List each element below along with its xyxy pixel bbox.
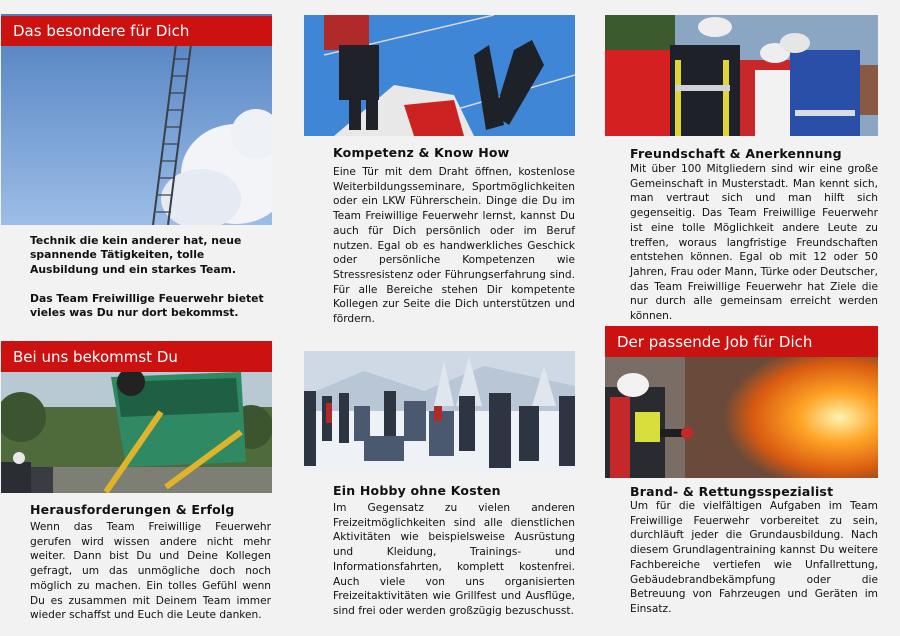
intro-text <box>30 234 270 335</box>
banner-title: Bei uns bekommst Du <box>13 347 178 366</box>
photo-winter-group <box>304 351 575 472</box>
body-kompetenz: Eine Tür mit dem Draht öffnen, kostenlose Weiterbildungsseminare, Sportmöglichkeiten oder ein LKW Führerschein. Dinge die Du im Team Freiwillige Feuerwehr lernst, kannst Du auch für Dich persönlich oder im Beruf nutzen. Egal ob es handwerkliches Geschick oder persönliche Kompetenzen wie Stressresistenz oder Führungserfahrung sind. Für alle Bereiche stehen Dir kompetente Kollegen zur Seite die Dich unterstützen und fördern. <box>333 166 575 326</box>
body-brand-rettung: Um für die vielfältigen Aufgaben im Team Freiwillige Feuerwehr vorbereitet zu sein, durchläuft jeder die Grundausbildung. Nach diesem Grundlagentraining kannst Du weitere Fachbereiche vertiefen wie Unfallrettung, Gebäudebrandbekämpfung oder die Betreuung von Fahrzeugen und Geräten im Einsatz. <box>630 500 878 615</box>
body-hobby: Im Gegensatz zu vielen anderen Freizeitmöglichkeiten sind alle dienstlichen Aktivitäten wie beispielsweise Ausrüstung und Kleidung, Trainings- und Informationsfahrten, komplett kostenfrei. Auch viele von uns organisierten Freizeitaktivitäten wie Grillfest und Ausflüge, sind frei oder werden großzügig bezuschusst. <box>333 502 575 617</box>
body-herausforderungen: Wenn das Team Freiwillige Feuerwehr gerufen wird wissen andere nicht mehr weiter. Dann bist Du und Deine Kollegen gefragt, um das unmögliche doch noch möglich zu machen. Ein tolles Gefühl wenn Du es zusammen mit Deinem Team immer wieder schaffst und Euch die Leute danken. <box>30 521 271 622</box>
intro-paragraph-1: Technik die kein anderer hat, neue spannende Tätigkeiten, tolle Ausbildung und ein starkes Team. <box>30 234 242 276</box>
heading-brand-rettung: Brand- & Rettungsspezialist <box>630 484 834 499</box>
photo-fire-fighting <box>605 357 878 478</box>
banner-title: Der passende Job für Dich <box>617 332 813 351</box>
heading-kompetenz: Kompetenz & Know How <box>333 145 510 160</box>
photo-climbing-training <box>304 15 575 136</box>
heading-hobby: Ein Hobby ohne Kosten <box>333 483 501 498</box>
banner-das-besondere <box>1 16 272 46</box>
banner-der-passende-job <box>605 326 878 357</box>
banner-title: Das besondere für Dich <box>13 22 190 40</box>
heading-herausforderungen: Herausforderungen & Erfolg <box>30 502 235 517</box>
intro-paragraph-2: Das Team Freiwillige Feuerwehr bietet vieles was Du nur dort bekommst. <box>30 291 264 320</box>
body-freundschaft: Mit über 100 Mitgliedern sind wir eine große Gemeinschaft in Musterstadt. Man kennt sich, man vertraut sich und man hilft sich gegenseitig. Das Team Freiwillige Feuerwehr ist eine tolle Möglichkeit andere Leute zu treffen, woraus langfristige Freundschaften entstehen können. Egal ob mit 12 oder 50 Jahren, Frau oder Mann, Türke oder Deutscher, das Team Freiwillige Feuerwehr hat Ziele die nur durch alle gemeinsam erreicht werden können. <box>630 163 878 323</box>
heading-freundschaft: Freundschaft & Anerkennung <box>630 146 842 161</box>
photo-firefighters-team <box>605 15 878 136</box>
banner-bei-uns <box>1 341 272 372</box>
photo-vehicle-rescue <box>1 372 272 493</box>
